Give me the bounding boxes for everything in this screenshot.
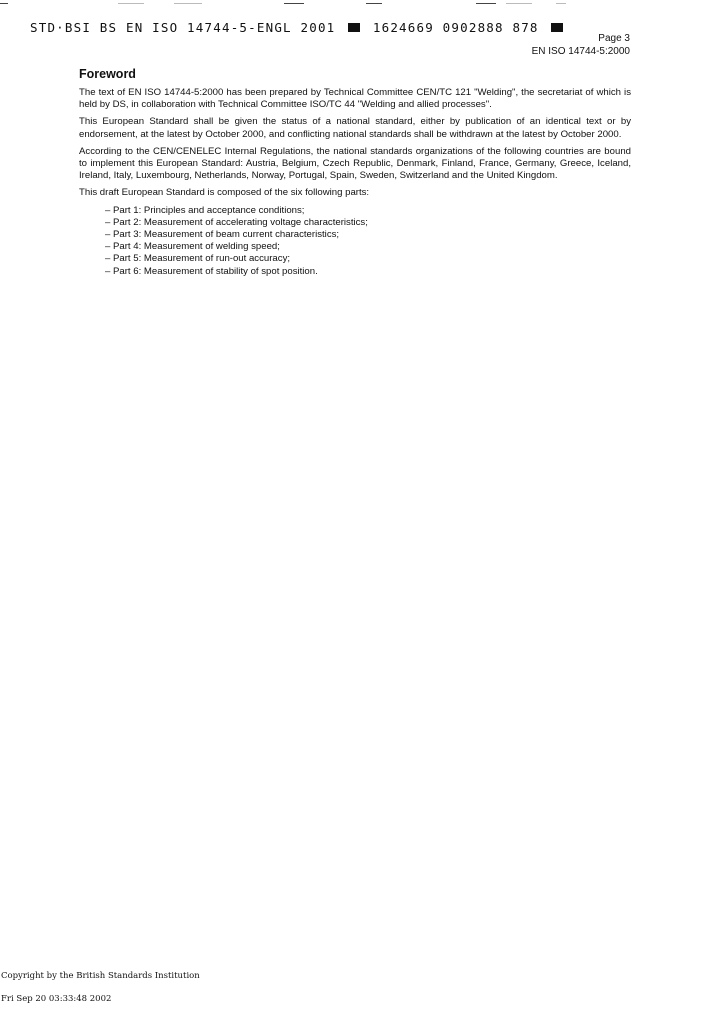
paragraph-countries: According to the CEN/CENELEC Internal Regulations, the national standards organizations of the following countries are bound to implement this European Standard: Austria, Belgium, Czech Republic, Denmark, Finland, France, Germany, Greece, Iceland, Ireland, Italy, Luxembourg, Netherlands, Norway, Portugal, Spain, Sweden, Switzerland and the United Kingdom.	[79, 145, 631, 182]
print-timestamp: Fri Sep 20 03:33:48 2002	[1, 994, 112, 1004]
barcode-block-icon	[348, 23, 360, 32]
list-item: – Part 1: Principles and acceptance conditions;	[105, 204, 305, 216]
foreword-heading: Foreword	[79, 67, 136, 81]
list-item: – Part 4: Measurement of welding speed;	[105, 241, 280, 253]
paragraph-prepared-by: The text of EN ISO 14744-5:2000 has been prepared by Technical Committee CEN/TC 121 "Welding", the secretariat of which is held by DS, in collaboration with Technical Committee ISO/TC 44 "Welding and allied processes".	[79, 87, 631, 111]
stamp-identifier: STD·BSI BS EN ISO 14744-5-ENGL 2001	[30, 20, 336, 35]
copyright-notice: Copyright by the British Standards Institution	[1, 971, 200, 981]
foreword-section	[79, 67, 631, 278]
list-item: – Part 6: Measurement of stability of spot position.	[105, 265, 318, 277]
page-header	[532, 32, 630, 58]
barcode-block-icon	[551, 23, 563, 32]
stamp-code: 1624669 0902888 878	[372, 20, 539, 35]
standard-number: EN ISO 14744-5:2000	[531, 46, 630, 57]
parts-list	[79, 205, 631, 278]
paragraph-parts-intro: This draft European Standard is composed of the six following parts:	[79, 187, 370, 199]
list-item: – Part 3: Measurement of beam current characteristics;	[105, 229, 340, 241]
page-number: Page 3	[598, 33, 630, 44]
list-item: – Part 5: Measurement of run-out accuracy;	[105, 253, 291, 265]
scan-artifacts	[0, 0, 724, 10]
list-item: – Part 2: Measurement of accelerating voltage characteristics;	[105, 216, 368, 228]
document-stamp	[30, 20, 550, 35]
paragraph-status: This European Standard shall be given the status of a national standard, either by publication of an identical text or by endorsement, at the latest by October 2000, and conflicting national standards shall be withdrawn at the latest by October 2000.	[79, 116, 631, 140]
